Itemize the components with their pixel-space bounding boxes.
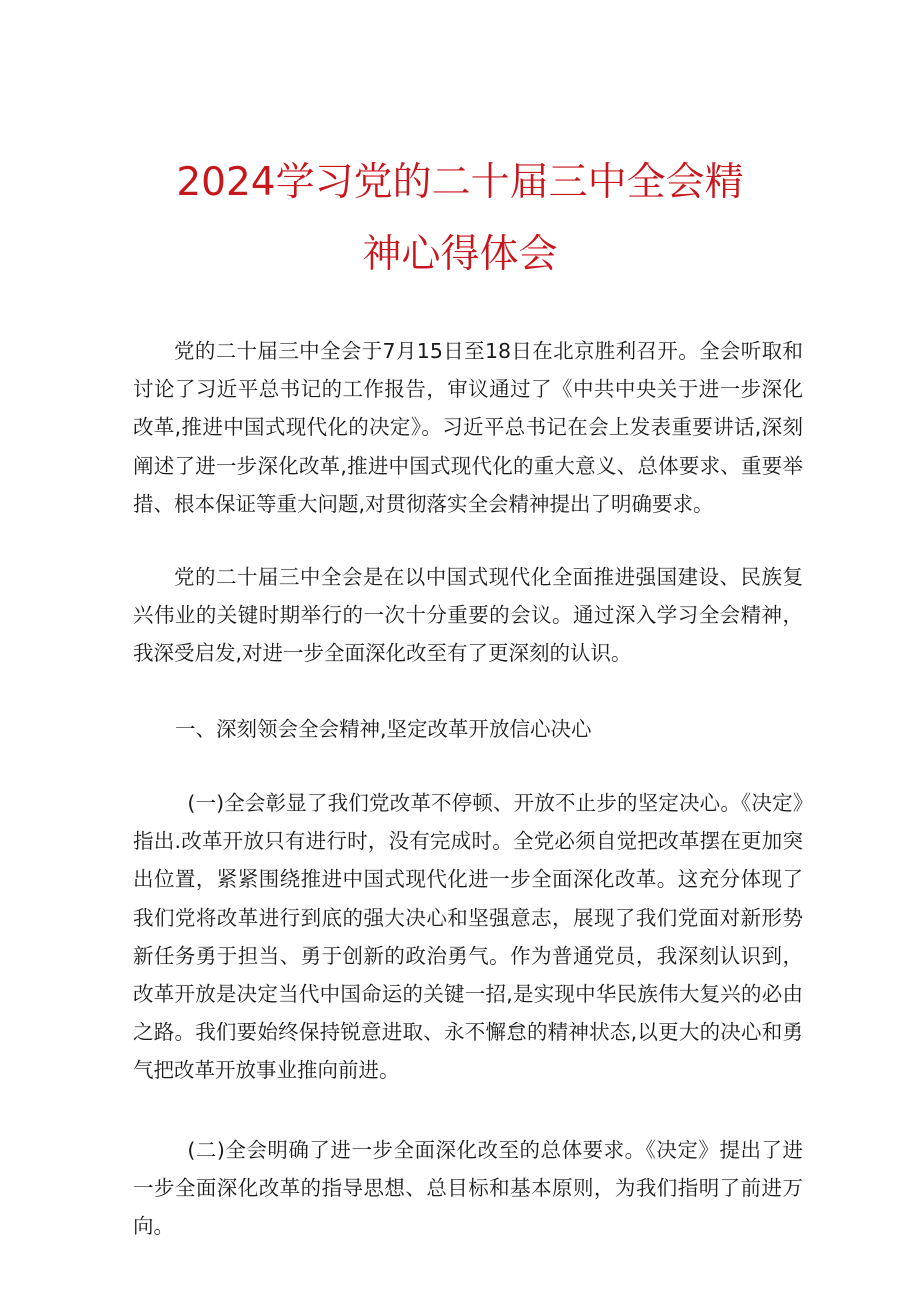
section-paragraph-2: (二)全会明确了进一步全面深化改至的总体要求。《决定》提出了进一步全面深化改革的指导思想、总目标和基本原则，为我们指明了前进万向。 bbox=[133, 1138, 803, 1239]
section-paragraph-1: (一)全会彰显了我们党改革不停顿、开放不止步的坚定决心。《决定》指出.改革开放只有进行时，没有完成时。全党必须自觉把改革摆在更加突出位置，紧紧围绕推进中国式现代化进一步全面深化改革。这充分体现了我们党将改革进行到底的强大决心和坚强意志，展现了我们党面对新形势新任务勇于担当、勇于创新的政治勇气。作为普通党员，我深刻认识到，改革开放是决定当代中国命运的关键一招,是实现中华民族伟大复兴的必由之路。我们要始终保持锐意进取、永不懈怠的精神状态,以更大的决心和勇气把改革开放事业推向前进。 bbox=[133, 791, 803, 1083]
document-title-line-2: 神心得体会 bbox=[362, 232, 558, 277]
section-heading: 一、深刻领会全会精神,坚定改革开放信心决心 bbox=[175, 717, 592, 741]
document-title-line-1: 2024学习党的二十届三中全会精 bbox=[176, 160, 744, 205]
intro-paragraph: 党的二十届三中全会于7月15日至18日在北京胜利召开。全会听取和讨论了习近平总书记的工作报告，审议通过了《中共中央关于进一步深化改革,推进中国式现代化的决定》。习近平总书记在会上发表重要讲话,深刻阐述了进一步深化改革,推进中国式现代化的重大意义、总体要求、重要举措、根本保证等重大问题,对贯彻落实全会精神提出了明确要求。 bbox=[133, 339, 803, 516]
summary-paragraph: 党的二十届三中全会是在以中国式现代化全面推进强国建设、民族复兴伟业的关键时期举行的一次十分重要的会议。通过深入学习全会精神，我深受启发,对进一步全面深化改至有了更深刻的认识。 bbox=[133, 565, 803, 666]
